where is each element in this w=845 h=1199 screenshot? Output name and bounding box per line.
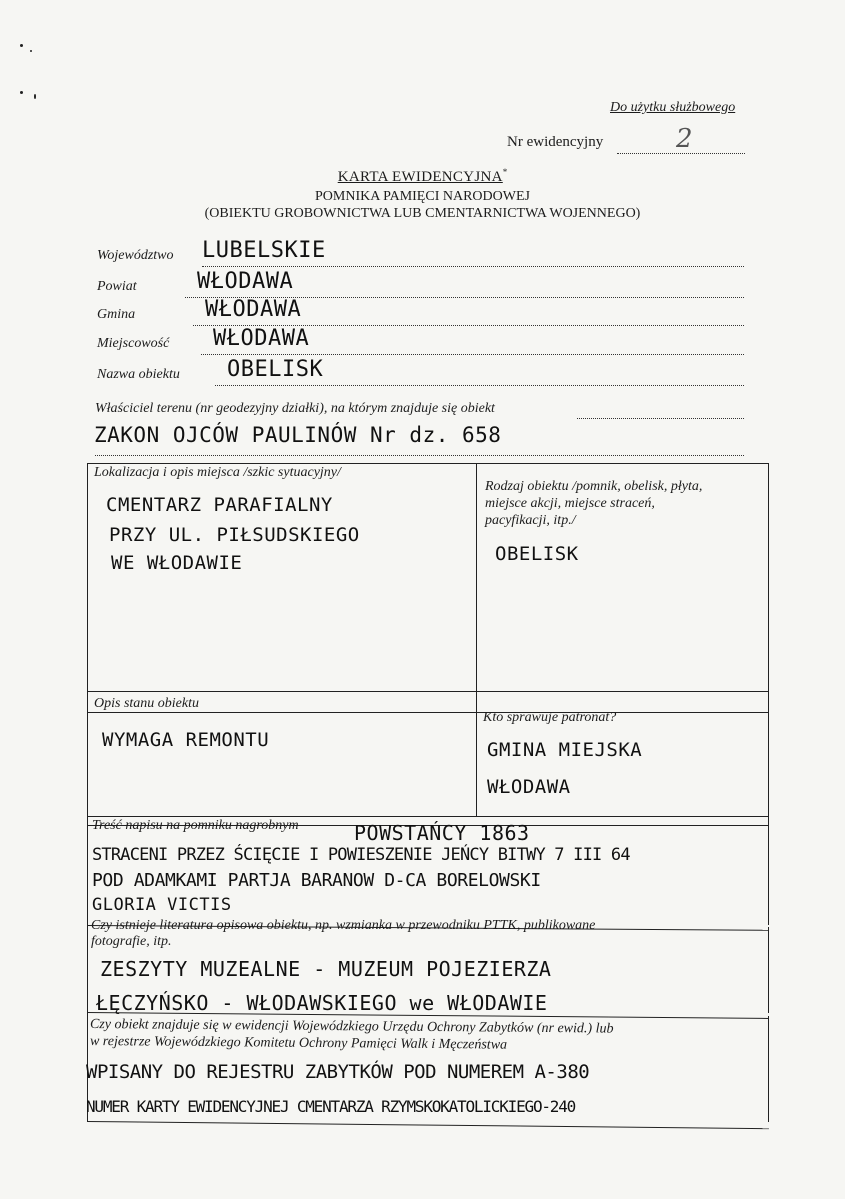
condition-label: Opis stanu obiektu <box>94 696 199 711</box>
location-line-2: PRZY UL. PIŁSUDSKIEGO <box>109 524 360 546</box>
inscription-line-4: GLORIA VICTIS <box>92 895 232 915</box>
registry-line-1: WPISANY DO REJESTRU ZABYTKÓW POD NUMEREM A-380 <box>86 1061 590 1083</box>
title-asterisk: * <box>502 167 508 177</box>
location-label: Lokalizacja i opis miejsca /szkic sytuacyjny/ <box>94 465 341 480</box>
registry-label-2: w rejestrze Wojewódzkiego Komitetu Ochrony Pamięci Walk i Męczeństwa <box>89 1034 508 1053</box>
field-value: LUBELSKIE <box>202 238 326 263</box>
field-label: Województwo <box>97 248 174 263</box>
object-type-label-2: miejsce akcji, miejsce straceń, <box>485 496 655 511</box>
field-label: Powiat <box>97 279 137 294</box>
page-title <box>0 167 845 186</box>
usage-note: Do użytku służbowego <box>610 100 736 115</box>
location-line-1: CMENTARZ PARAFIALNY <box>106 494 333 516</box>
field-value: WŁODAWA <box>213 326 310 351</box>
literature-label-2: fotografie, itp. <box>91 934 172 949</box>
owner-label: Właściciel terenu (nr geodezyjny działki), na którym znajduje się obiekt <box>95 401 495 416</box>
title-line2: POMNIKA PAMIĘCI NARODOWEJ <box>315 189 530 204</box>
title-line3: (OBIEKTU GROBOWNICTWA LUB CMENTARNICTWA WOJENNEGO) <box>204 206 641 221</box>
field-dots <box>202 266 744 267</box>
inscription-line-2: STRACENI PRZEZ ŚCIĘCIE I POWIESZENIE JEŃCY BITWY 7 III 64 <box>92 845 630 865</box>
field-label: Nazwa obiektu <box>97 367 180 382</box>
inscription-line-3: POD ADAMKAMI PARTJA BARANOW D-CA BORELOWSKI <box>92 870 541 891</box>
inscription-label: Treść napisu na pomniku nagrobnym <box>92 818 299 833</box>
field-value: OBELISK <box>227 357 324 382</box>
owner-value-dots <box>95 455 744 456</box>
literature-line-2: ŁĘCZYŃSKO - WŁODAWSKIEGO we WŁODAWIE <box>96 991 548 1015</box>
field-label: Gmina <box>97 307 136 322</box>
condition-value: WYMAGA REMONTU <box>102 729 270 751</box>
object-type-label-1: Rodzaj obiektu /pomnik, obelisk, płyta, <box>485 479 703 494</box>
patron-line-1: GMINA MIEJSKA <box>487 739 643 761</box>
literature-line-1: ZESZYTY MUZEALNE - MUZEUM POJEZIERZA <box>100 957 552 981</box>
owner-value: ZAKON OJCÓW PAULINÓW Nr dz. 658 <box>94 423 502 447</box>
patron-label: Kto sprawuje patronat? <box>483 710 617 725</box>
field-dots <box>201 354 744 355</box>
field-dots <box>215 385 744 386</box>
location-line-3: WE WŁODAWIE <box>111 552 243 574</box>
field-value: WŁODAWA <box>205 297 302 322</box>
registry-label-1: Czy obiekt znajduje się w ewidencji Wojewódzkiego Urzędu Ochrony Zabytków (nr ewid.) lub <box>89 1017 614 1037</box>
inscription-line-1: POWSTAŃCY 1863 <box>354 821 530 845</box>
record-number-label: Nr ewidencyjny <box>507 134 604 150</box>
title-main: KARTA EWIDENCYJNA <box>337 169 503 185</box>
record-number-value: 2 <box>676 124 694 154</box>
field-value: WŁODAWA <box>197 269 294 294</box>
owner-label-dots <box>577 418 744 419</box>
object-type-label-3: pacyfikacji, itp./ <box>485 513 576 528</box>
registry-line-2: NUMER KARTY EWIDENCYJNEJ CMENTARZA RZYMSKOKATOLICKIEGO-240 <box>86 1097 576 1116</box>
field-label: Miejscowość <box>97 336 170 351</box>
literature-label-1: Czy istnieje literatura opisowa obiektu, np. wzmianka w przewodniku PTTK, publikowane <box>91 918 596 933</box>
patron-line-2: WŁODAWA <box>487 776 571 798</box>
object-type-value: OBELISK <box>495 543 579 565</box>
